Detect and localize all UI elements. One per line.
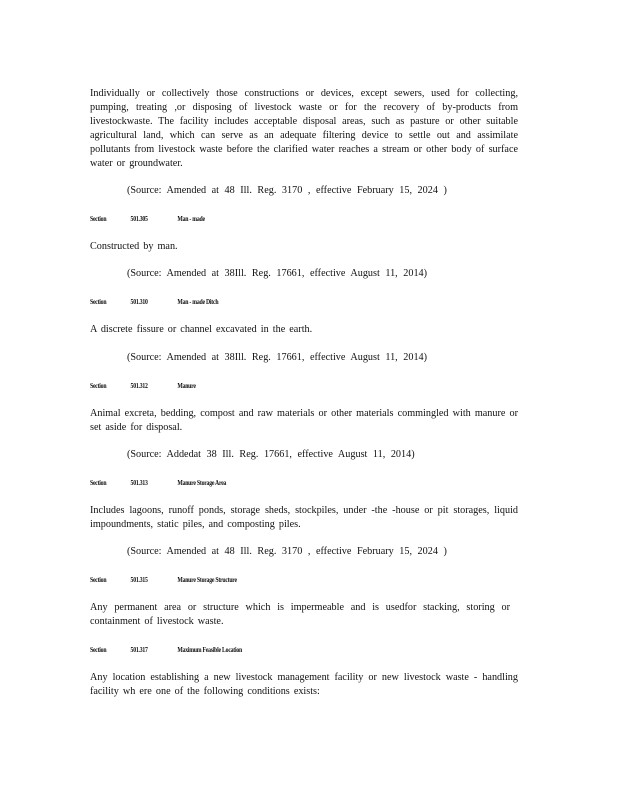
- section-number: 501.317: [130, 645, 148, 654]
- section-label: Section: [90, 214, 107, 223]
- section-number: 501.313: [130, 478, 148, 487]
- definition-paragraph: Animal excreta, bedding, compost and raw materials or other materials commingled with manure or set aside for disposal.: [90, 408, 518, 433]
- section-label: Section: [90, 381, 107, 390]
- definition-paragraph: Individually or collectively those constructions or devices, except sewers, used for collecting, pumping, treating ,or disposing of livestock waste or for the recovery of by-products from livestockwaste. The facility includes acceptable disposal areas, such as pasture or other suitable agricultural land, which can serve as an adequate filtering device to settle out and assimilate pollutants from livestock waste before the clarified water reaches a stream or other body of surface water or groundwater.: [90, 88, 518, 169]
- section-label: Section: [90, 575, 107, 584]
- source-note: (Source: Amended at 38Ill. Reg. 17661, effective August 11, 2014): [127, 268, 428, 279]
- section-heading: [90, 297, 218, 306]
- source-note: (Source: Amended at 38Ill. Reg. 17661, effective August 11, 2014): [127, 352, 428, 363]
- section-number: 501.315: [130, 575, 148, 584]
- definition-paragraph: Includes lagoons, runoff ponds, storage sheds, stockpiles, under -the -house or pit storages, liquid impoundments, static piles, and composting piles.: [90, 505, 518, 530]
- source-note: (Source: Addedat 38 Ill. Reg. 17661, effective August 11, 2014): [127, 449, 415, 460]
- section-title: Manure Storage Structure: [177, 575, 237, 584]
- section-title: Man - made Ditch: [177, 297, 219, 306]
- section-heading: [90, 214, 205, 223]
- source-note: (Source: Amended at 48 Ill. Reg. 3170 , effective February 15, 2024 ): [127, 185, 447, 196]
- section-number: 501.312: [130, 381, 148, 390]
- definition-paragraph: Constructed by man.: [90, 241, 178, 252]
- section-title: Manure: [177, 381, 196, 390]
- section-title: Man - made: [177, 214, 205, 223]
- definition-paragraph: Any permanent area or structure which is impermeable and is usedfor stacking, storing or containment of livestock waste.: [90, 602, 510, 627]
- section-heading: [90, 645, 242, 654]
- section-heading: [90, 381, 196, 390]
- section-title: Manure Storage Area: [177, 478, 227, 487]
- section-number: 501.310: [130, 297, 148, 306]
- definition-paragraph: A discrete fissure or channel excavated in the earth.: [90, 324, 313, 335]
- section-title: Maximum Feasible Location: [177, 645, 242, 654]
- section-heading: [90, 575, 237, 584]
- section-heading: [90, 478, 226, 487]
- section-label: Section: [90, 645, 107, 654]
- section-number: 501.305: [130, 214, 148, 223]
- source-note: (Source: Amended at 48 Ill. Reg. 3170 , effective February 15, 2024 ): [127, 546, 447, 557]
- section-label: Section: [90, 297, 107, 306]
- definition-paragraph: Any location establishing a new livestock management facility or new livestock waste - handling facility wh ere one of the following conditions exists:: [90, 672, 518, 697]
- section-label: Section: [90, 478, 107, 487]
